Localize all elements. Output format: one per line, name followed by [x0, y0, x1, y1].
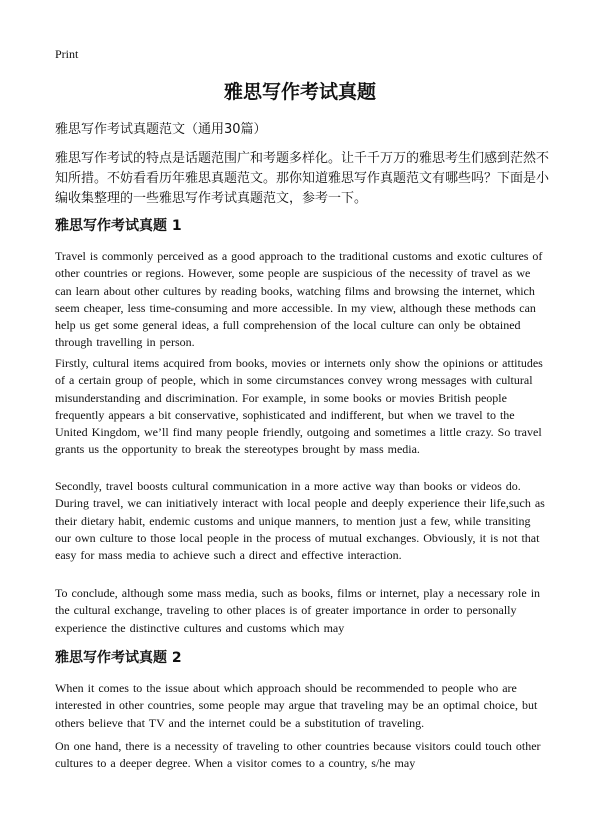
print-label: Print: [55, 47, 79, 61]
essay-paragraph: When it comes to the issue about which approach should be recommended to people who are interested in other countries, some people may argue that traveling may be an optimal choice, but others believe that TV and the internet could be a substitution of traveling.: [55, 681, 538, 730]
essay-paragraph: Travel is commonly perceived as a good approach to the traditional customs and exotic cultures of other countries or regions. However, some people are suspicious of the necessity of travel as we can learn about other cultures by reading books, watching films and browsing the internet, which seem cheaper, less time-consuming and more accessible. In my view, although these methods can help us get some general ideas, a full comprehension of the local culture can only be obtained through travelling in person.: [55, 249, 543, 350]
section-heading-2: 雅思写作考试真题 2: [55, 650, 182, 666]
intro-paragraph: 雅思写作考试的特点是话题范围广和考题多样化。让千千万万的雅思考生们感到茫然不知所措。不妨看看历年雅思真题范文。那你知道雅思写作真题范文有哪些吗？下面是小编收集整理的一些雅思写作考试真题范文，参考一下。: [55, 151, 550, 206]
essay-paragraph: On one hand, there is a necessity of traveling to other countries because visitors could touch other cultures to a deeper degree. When a visitor comes to a country, s/he may: [55, 739, 541, 771]
page-title: 雅思写作考试真题: [223, 81, 376, 103]
essay-paragraph: Firstly, cultural items acquired from books, movies or internets only show the opinions or attitudes of a certain group of people, which in some circumstances convey wrong messages with cultural misunderstanding and discrimination. For example, in some books or movies British people frequently appears a bit conservative, sophisticated and indifferent, but when we travel to the United Kingdom, we’ll find many people friendly, outgoing and sometimes a little crazy. So travel grants us the opportunity to break the stereotypes brought by mass media.: [55, 356, 543, 457]
essay-paragraph: To conclude, although some mass media, such as books, films or internet, play a necessary role in the cultural exchange, traveling to other places is of greater importance in order to personally experience the distinctive cultures and customs which may: [55, 586, 541, 635]
essay-paragraph: Secondly, travel boosts cultural communication in a more active way than books or videos do. During travel, we can initiatively interact with local people and deeply experience their life,such as their dietary habit, endemic customs and unique manners, to mention just a few, while transiting our own culture to those local people in the process of mutual exchanges. Obviously, it is not that easy for mass media to achieve such a direct and effective interaction.: [55, 479, 545, 563]
section-heading-1: 雅思写作考试真题 1: [55, 218, 182, 234]
document-subtitle: 雅思写作考试真题范文（通用30篇）: [55, 122, 267, 137]
